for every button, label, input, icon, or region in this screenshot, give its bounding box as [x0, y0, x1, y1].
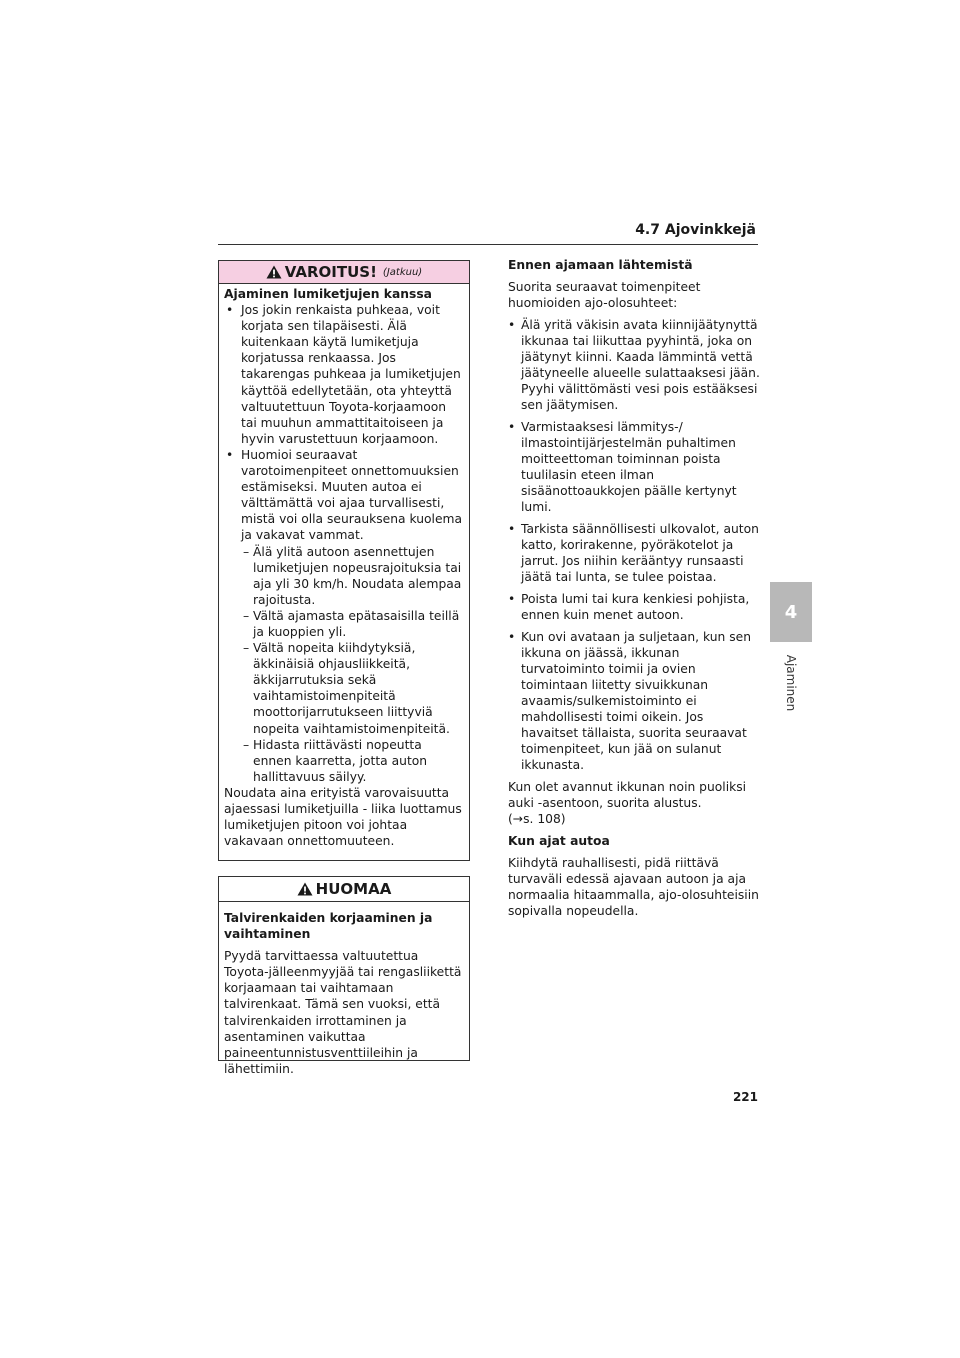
heading-while-driving: Kun ajat autoa — [508, 834, 610, 848]
warning-title: VAROITUS! — [284, 263, 377, 281]
after-list-paragraph: Kun olet avannut ikkunan noin puoliksi auki -asentoon, suorita alustus. — [508, 780, 747, 810]
caution-triangle-icon — [297, 882, 313, 896]
chapter-tab — [770, 582, 812, 642]
warning-dash-sudden-maneuvers: – Vältä nopeita kiihdytyksiä, äkkinäisiä ohjausliikkeitä, äkkijarrutuksia sekä vaihtamistoimenpiteitä moottorijarrutukseen liittyviä nopeita vaihtamistoimenpiteitä. — [224, 640, 464, 737]
list-item: • Tarkista säännöllisesti ulkovalot, auton katto, korirakenne, pyöräkotelot ja jarrut. Jos niihin kerääntyy runsaasti jäätä tai lunta, se tulee poistaa. — [508, 521, 760, 585]
warning-title-bar — [219, 261, 469, 284]
warning-subheading: Ajaminen lumiketjujen kanssa — [224, 287, 432, 301]
notice-title-bar — [219, 877, 469, 902]
notice-title: HUOMAA — [315, 880, 392, 898]
warning-box — [218, 260, 470, 861]
notice-body — [219, 902, 469, 1079]
warning-dash-rough-roads: – Vältä ajamasta epätasaisilla teillä ja kuoppien yli. — [224, 608, 464, 640]
notice-text: Pyydä tarvittaessa valtuutettua Toyota-jälleenmyyjää tai rengasliikettä korjaamaan tai vaihtamaan talvirenkaat. Tämä sen vuoksi, että talvirenkaiden irrottaminen ja asentaminen vaikuttaa paineentunnistusventtiileihin ja lähettimiin. — [224, 949, 462, 1076]
warning-bullet-tire-repair: • Jos jokin renkaista puhkeaa, voit korjata sen tilapäisesti. Älä kuitenkaan käytä lumiketjuja korjatussa renkaassa. Jos takarengas puhkeaa ja lumiketjujen käyttöä edellytetään, ota yhteyttä valtuutettuun Toyota-korjaamoon tai muuhun ammattitaitoiseen ja hyvin varustettuun korjaamoon. — [224, 302, 464, 447]
list-item: • Varmistaaksesi lämmitys-/ ilmastointijärjestelmän puhaltimen moitteettoman toiminnan poista tuulilasin eteen ilman sisäänottoaukkojen päälle kertynyt lumi. — [508, 419, 760, 515]
warning-triangle-icon — [266, 265, 282, 279]
list-item: • Poista lumi tai kura kenkiesi pohjista, ennen kuin menet autoon. — [508, 591, 760, 623]
warning-continued: (Jatkuu) — [382, 266, 423, 278]
chapter-label: Ajaminen — [784, 654, 798, 712]
warning-closing: Noudata aina erityistä varovaisuutta ajaessasi lumiketjuilla - liika luottamus lumiketjujen pitoon voi johtaa vakavaan onnettomuuteen. — [224, 785, 462, 849]
list-item: • Kun ovi avataan ja suljetaan, kun sen ikkuna on jäässä, ikkunan turvatoiminto toimii ja ovien toimintaan liitetty sivuikkunan avaamis/sulkemistoiminto ei mahdollisesti toimi oikein. Jos havaitset tällaista, suorita seuraavat toimenpiteet, kun jää on sulanut ikkunasta. — [508, 629, 760, 773]
notice-subheading: Talvirenkaiden korjaaminen ja vaihtaminen — [224, 911, 433, 942]
warning-dash-speed-limit: – Älä ylitä autoon asennettujen lumiketjujen nopeusrajoituksia tai aja yli 30 km/h. Noudata alempaa rajoitusta. — [224, 544, 464, 608]
driving-paragraph: Kiihdytä rauhallisesti, pidä riittävä turvaväli edessä ajavaan autoon ja aja normaalia hitaammalla, ajo-olosuhteisiin sopivalla nopeudella. — [508, 856, 759, 918]
section-title: 4.7 Ajovinkkejä — [635, 222, 756, 238]
chapter-number: 4 — [784, 601, 798, 623]
heading-before-driving: Ennen ajamaan lähtemistä — [508, 258, 693, 272]
notice-box — [218, 876, 470, 1076]
warning-dash-slow-before-curve: – Hidasta riittävästi nopeutta ennen kaarretta, jotta auton hallittavuus säilyy. — [224, 737, 464, 785]
page-reference-link[interactable]: (→s. 108) — [508, 812, 566, 826]
section-header — [218, 222, 758, 245]
right-column — [508, 257, 760, 919]
intro-text: Suorita seuraavat toimenpiteet huomioiden ajo-olosuhteet: — [508, 280, 701, 310]
chapter-label-wrap — [770, 648, 812, 718]
page-number: 221 — [732, 1090, 758, 1104]
warning-body — [219, 284, 469, 851]
warning-bullet-precautions: • Huomioi seuraavat varotoimenpiteet onnettomuuksien estämiseksi. Muuten autoa ei välttämättä voi ajaa turvallisesti, mistä voi olla seurauksena kuolema ja vakavat vammat. — [224, 447, 464, 544]
list-item: • Älä yritä väkisin avata kiinnijäätynyttä ikkunaa tai liikuttaa pyyhintä, joka on jäätynyt kiinni. Kaada lämmintä vettä jäätyneelle alueelle sulattaaksesi jään. Pyyhi välittömästi vesi pois estääksesi sen jäätymisen. — [508, 317, 760, 413]
